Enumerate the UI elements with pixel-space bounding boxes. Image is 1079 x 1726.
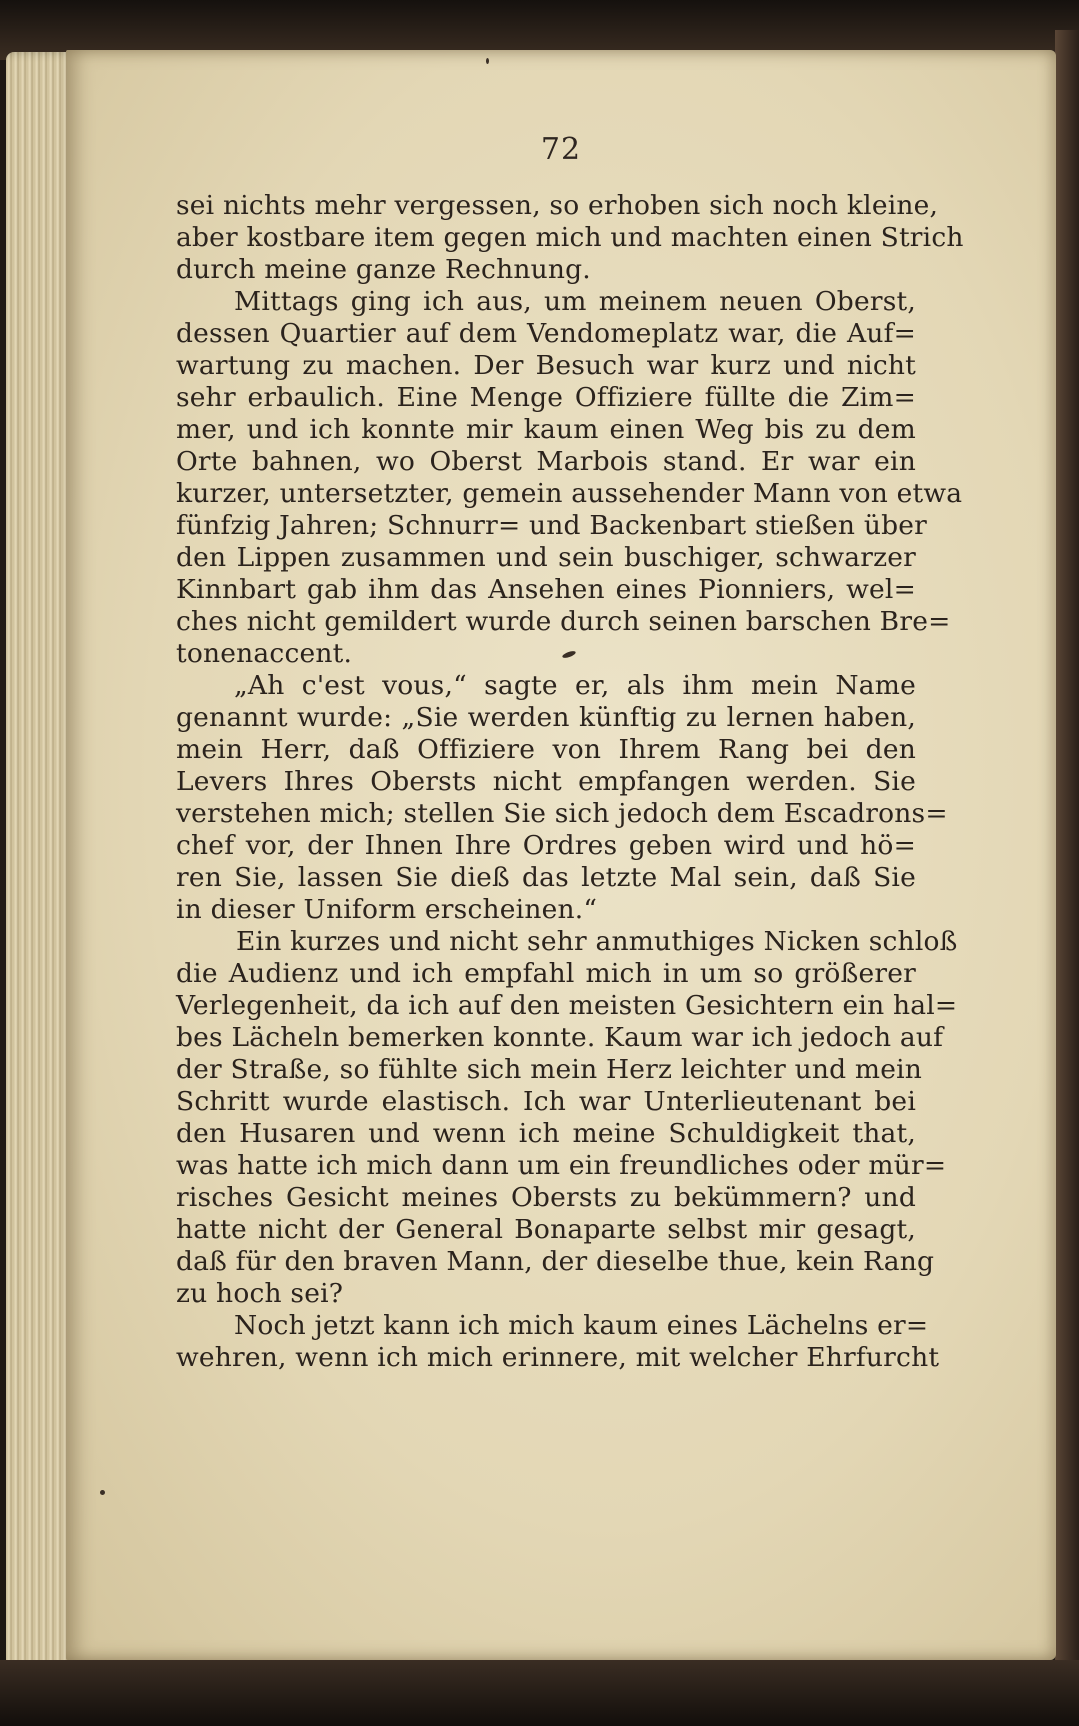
text-line: was hatte ich mich dann um ein freundliches oder mür=: [176, 1150, 947, 1181]
text-line: wehren, wenn ich mich erinnere, mit welcher Ehrfurcht: [176, 1342, 940, 1373]
text-line: den Husaren und wenn ich meine Schuldigkeit that,: [176, 1118, 916, 1149]
text-line: Schritt wurde elastisch. Ich war Unterlieutenant bei: [176, 1086, 916, 1117]
body-text: [176, 190, 964, 1374]
text-line: Orte bahnen, wo Oberst Marbois stand. Er war ein: [176, 446, 916, 477]
text-line: zu hoch sei?: [176, 1278, 344, 1309]
text-line: Levers Ihres Obersts nicht empfangen werden. Sie: [176, 766, 916, 797]
text-line: bes Lächeln bemerken konnte. Kaum war ich jedoch auf: [176, 1022, 944, 1053]
text-line: die Audienz und ich empfahl mich in um so größerer: [176, 958, 916, 989]
ink-speck: [100, 1490, 105, 1495]
text-line: dessen Quartier auf dem Vendomeplatz war, die Auf=: [176, 318, 916, 349]
text-line: Verlegenheit, da ich auf den meisten Gesichtern ein hal=: [176, 990, 958, 1021]
text-line: genannt wurde: „Sie werden künftig zu lernen haben,: [176, 702, 916, 733]
text-line: wartung zu machen. Der Besuch war kurz und nicht: [176, 350, 916, 381]
text-line: „Ah c'est vous,“ sagte er, als ihm mein Name: [234, 670, 916, 701]
text-line: tonenaccent.: [176, 638, 353, 669]
text-line: Noch jetzt kann ich mich kaum eines Lächelns er=: [234, 1310, 929, 1341]
text-line: verstehen mich; stellen Sie sich jedoch dem Escadrons=: [176, 798, 948, 829]
text-line: mer, und ich konnte mir kaum einen Weg bis zu dem: [176, 414, 916, 445]
book-cover-right: [1055, 30, 1079, 1680]
text-line: durch meine ganze Rechnung.: [176, 254, 591, 285]
text-line: ren Sie, lassen Sie dieß das letzte Mal sein, daß Sie: [176, 862, 916, 893]
text-line: mein Herr, daß Offiziere von Ihrem Rang bei den: [176, 734, 916, 765]
page-number: 72: [540, 132, 582, 167]
text-line: Mittags ging ich aus, um meinem neuen Oberst,: [234, 286, 916, 317]
text-line: hatte nicht der General Bonaparte selbst mir gesagt,: [176, 1214, 916, 1245]
ink-speck: [486, 58, 489, 64]
text-line: chef vor, der Ihnen Ihre Ordres geben wird und hö=: [176, 830, 916, 861]
text-line: daß für den braven Mann, der dieselbe thue, kein Rang: [176, 1246, 935, 1277]
text-line: sei nichts mehr vergessen, so erhoben sich noch kleine,: [176, 190, 939, 221]
text-line: fünfzig Jahren; Schnurr= und Backenbart stießen über: [176, 510, 928, 541]
text-line: der Straße, so fühlte sich mein Herz leichter und mein: [176, 1054, 923, 1085]
text-line: Ein kurzes und nicht sehr anmuthiges Nicken schloß: [236, 926, 958, 957]
text-line: in dieser Uniform erscheinen.“: [176, 894, 598, 925]
book-cover-bottom: [0, 1660, 1079, 1726]
text-line: ches nicht gemildert wurde durch seinen barschen Bre=: [176, 606, 951, 637]
text-line: Kinnbart gab ihm das Ansehen eines Pionniers, wel=: [176, 574, 916, 605]
book-page: [66, 50, 1056, 1660]
text-line: sehr erbaulich. Eine Menge Offiziere füllte die Zim=: [176, 382, 916, 413]
text-line: risches Gesicht meines Obersts zu bekümmern? und: [176, 1182, 916, 1213]
text-line: den Lippen zusammen und sein buschiger, schwarzer: [176, 542, 916, 573]
text-line: aber kostbare item gegen mich und machten einen Strich: [176, 222, 964, 253]
text-line: kurzer, untersetzter, gemein aussehender Mann von etwa: [176, 478, 963, 509]
